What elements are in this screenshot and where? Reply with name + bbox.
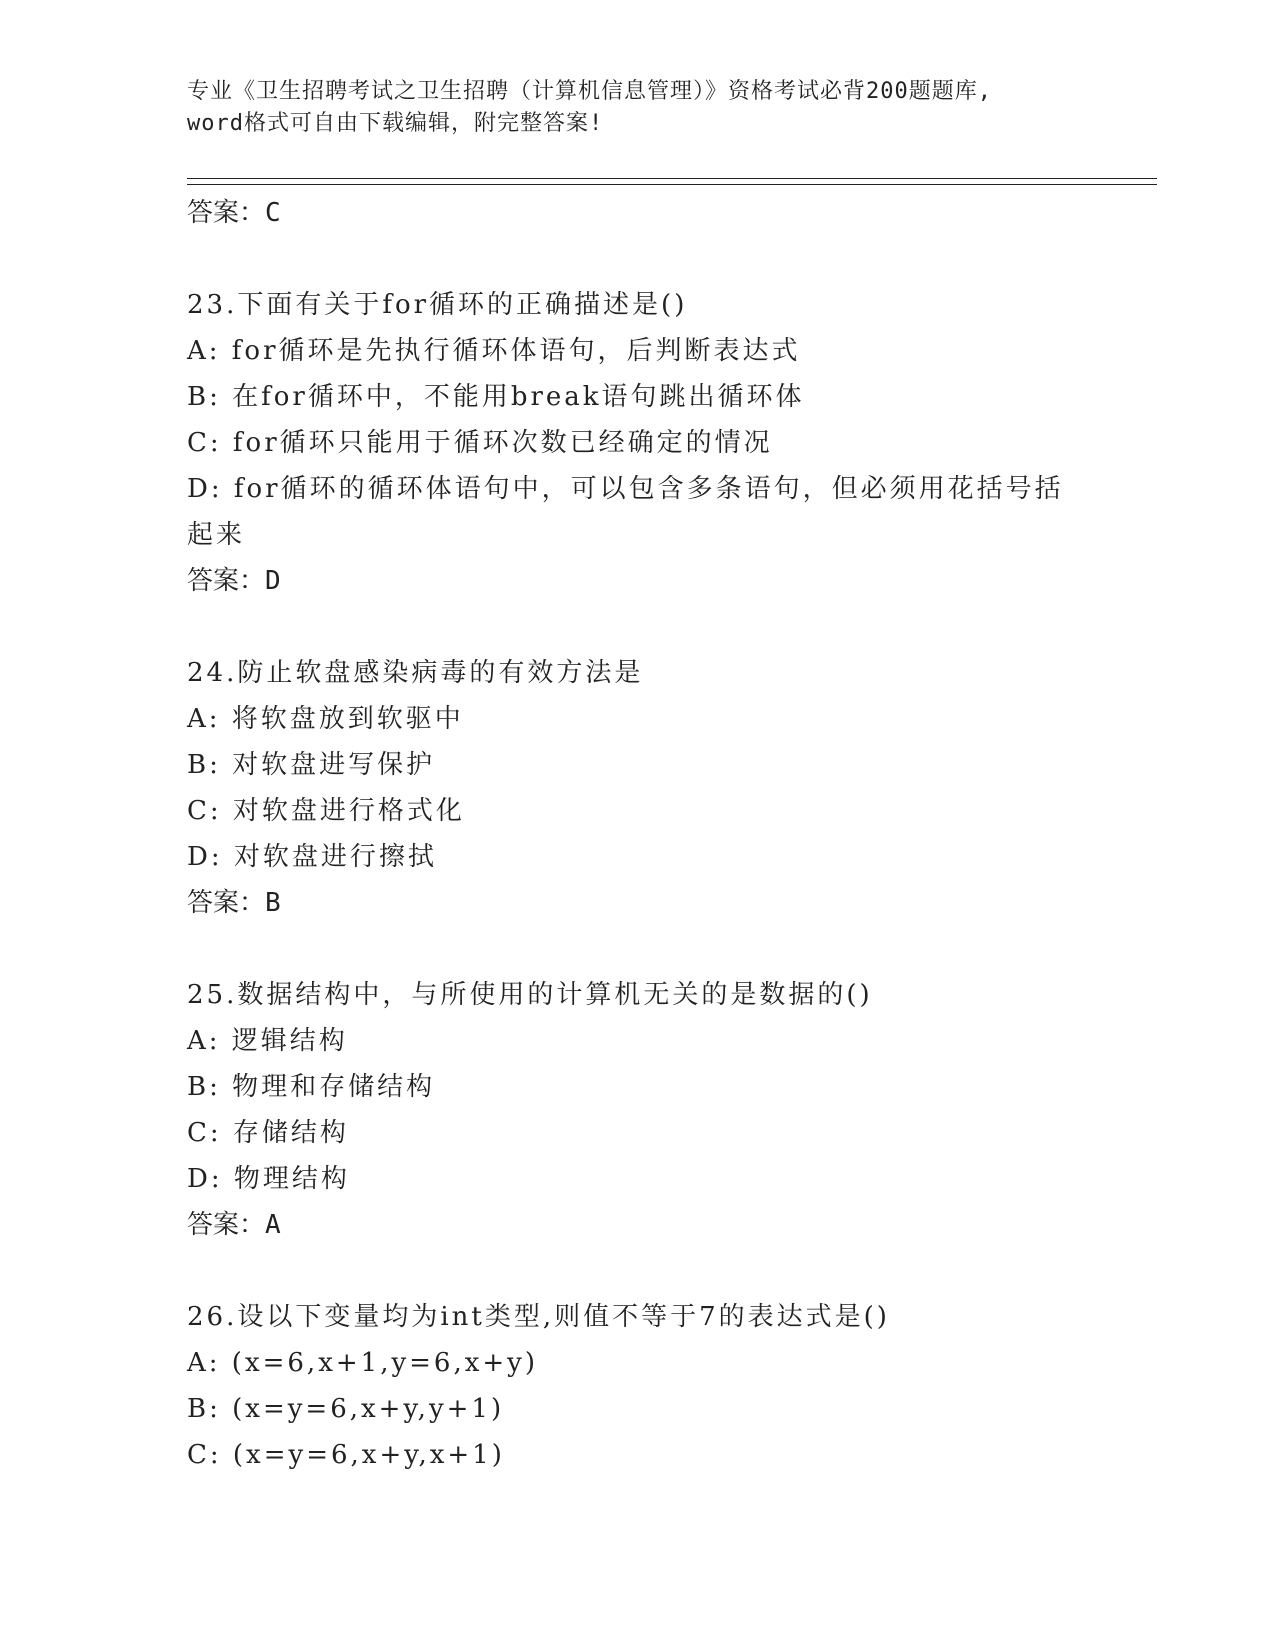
answer-line: 答案：A	[187, 1210, 281, 1240]
option-c: C: 存储结构	[187, 1118, 349, 1148]
question-block	[187, 1294, 1087, 1478]
answer-line: 答案：D	[187, 566, 281, 596]
option-c: C: (x=y=6,x+y,x+1)	[187, 1440, 505, 1470]
option-a: A: 将软盘放到软驱中	[187, 704, 464, 734]
question-block	[187, 972, 1087, 1248]
option-d: D: 对软盘进行擦拭	[187, 842, 437, 872]
question-stem: 24.防止软盘感染病毒的有效方法是	[187, 658, 644, 688]
option-a: A: (x=6,x+1,y=6,x+y)	[187, 1348, 539, 1378]
question-stem: 26.设以下变量均为int类型,则值不等于7的表达式是()	[187, 1302, 890, 1332]
question-block	[187, 650, 1087, 926]
header-line-1: 专业《卫生招聘考试之卫生招聘（计算机信息管理）》资格考试必背200题题库,	[187, 79, 992, 104]
option-b: B: 物理和存储结构	[187, 1072, 436, 1102]
option-b: B: (x=y=6,x+y,y+1)	[187, 1394, 505, 1424]
question-list	[187, 190, 1087, 1478]
answer-line: 答案：C	[187, 198, 281, 228]
option-d: D: for循环的循环体语句中，可以包含多条语句，但必须用花括号括起来	[187, 474, 1064, 550]
option-c: C: 对软盘进行格式化	[187, 796, 465, 826]
option-b: B: 在for循环中，不能用break语句跳出循环体	[187, 382, 805, 412]
option-c: C: for循环只能用于循环次数已经确定的情况	[187, 428, 773, 458]
question-stem: 25.数据结构中，与所使用的计算机无关的是数据的()	[187, 980, 873, 1010]
document-header	[187, 76, 1087, 140]
option-a: A: for循环是先执行循环体语句，后判断表达式	[187, 336, 801, 366]
answer-line: 答案：B	[187, 888, 281, 918]
question-block	[187, 282, 1087, 604]
option-b: B: 对软盘进写保护	[187, 750, 436, 780]
option-d: D: 物理结构	[187, 1164, 350, 1194]
header-divider	[187, 178, 1157, 185]
question-stem: 23.下面有关于for循环的正确描述是()	[187, 290, 688, 320]
option-a: A: 逻辑结构	[187, 1026, 348, 1056]
header-line-2: word格式可自由下载编辑，附完整答案!	[187, 111, 604, 136]
